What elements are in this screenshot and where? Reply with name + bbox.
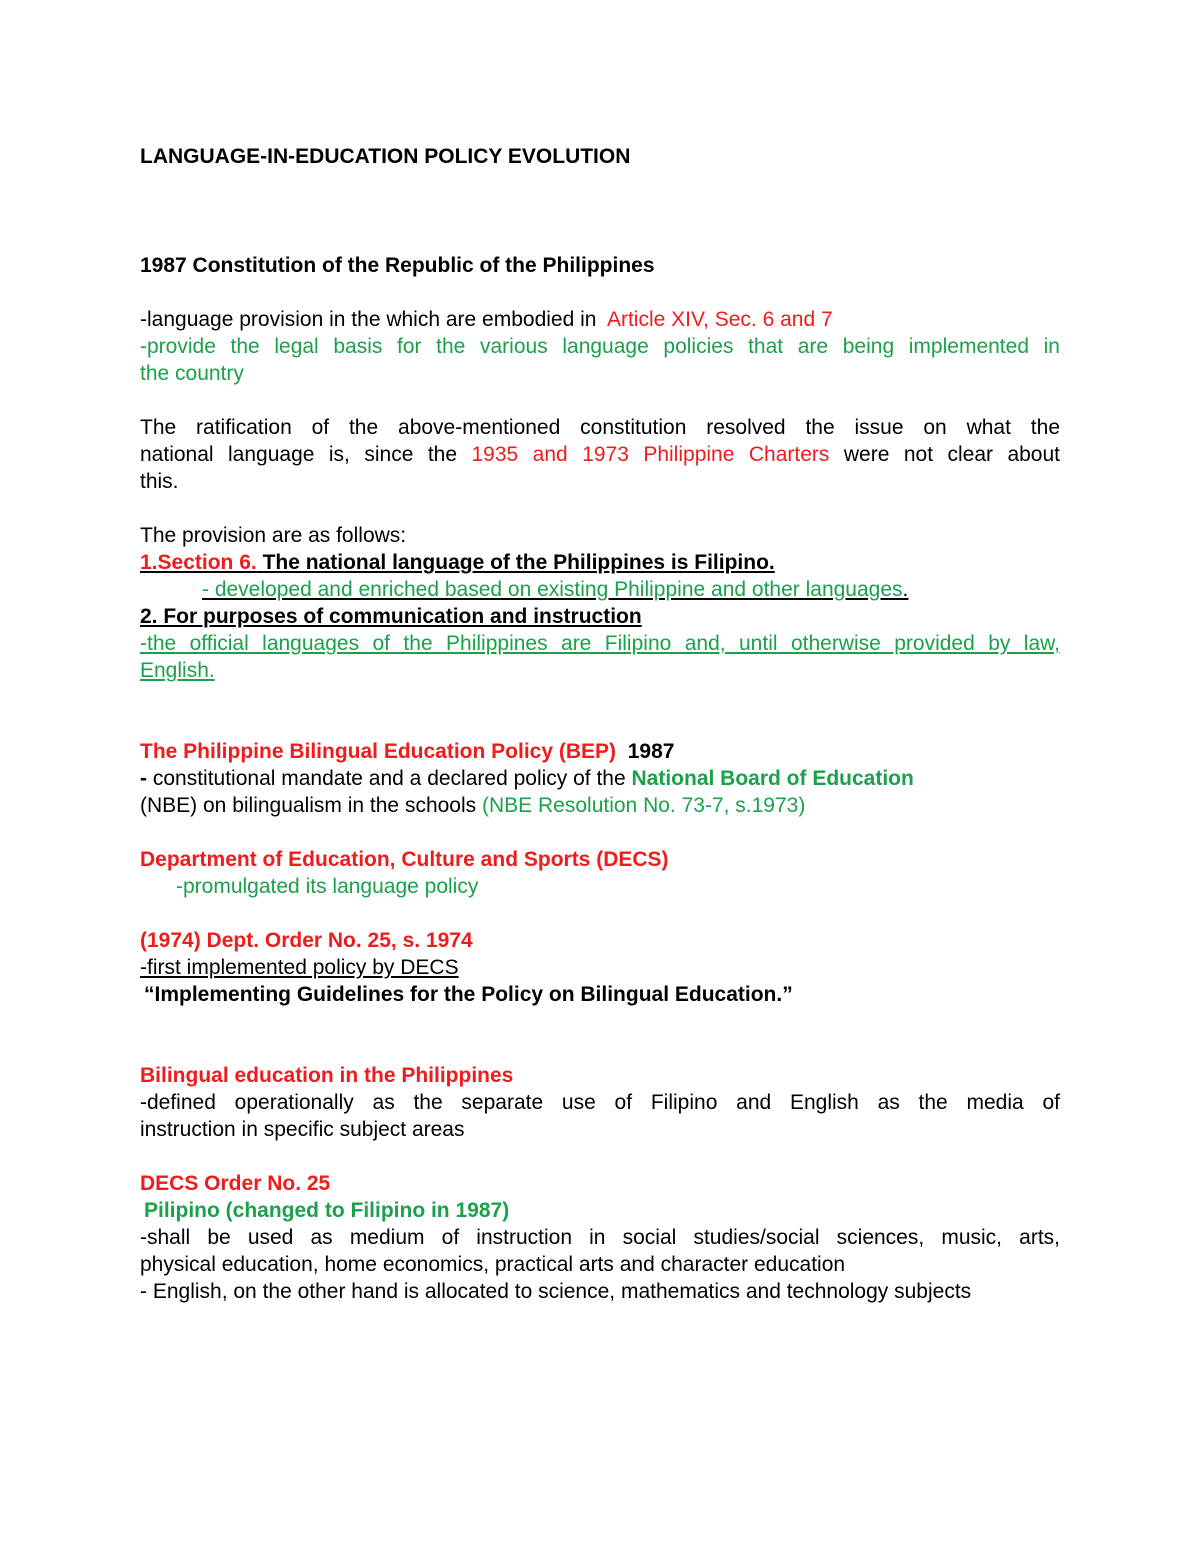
ratification-line-2: [140, 441, 1060, 468]
decs-note: -promulgated its language policy: [176, 875, 479, 898]
bep-mandate-text: constitutional mandate and a declared policy of the: [152, 767, 626, 790]
bep-line-1: [140, 765, 914, 792]
decs-order-heading: DECS Order No. 25: [140, 1172, 331, 1195]
order-1974-quote: “Implementing Guidelines for the Policy on Bilingual Education.”: [144, 983, 793, 1006]
bep-dash: -: [140, 767, 147, 790]
section-7-line-1: -the official languages of the Philippines are Filipino and, until otherwise provided by law,: [140, 632, 1060, 655]
bep-title: The Philippine Bilingual Education Policy (BEP): [140, 740, 617, 763]
bep-bilingualism-text: (NBE) on bilingualism in the schools: [140, 794, 477, 817]
section-6-text: The national language of the Philippines is Filipino.: [262, 551, 775, 574]
constitution-heading: 1987 Constitution of the Republic of the Philippines: [140, 254, 655, 277]
provision-prefix: -language provision in the which are embodied in: [140, 308, 597, 331]
bep-line-2: [140, 792, 805, 819]
constitution-provision: [140, 306, 833, 333]
bep-heading: [140, 738, 674, 765]
section-7-line-2: English.: [140, 659, 215, 682]
legal-basis-line-2: the country: [140, 362, 244, 385]
bilingual-ed-heading: Bilingual education in the Philippines: [140, 1064, 514, 1087]
nbe-name: National Board of Education: [631, 767, 914, 790]
ratification-prefix: national language is, since the: [140, 443, 458, 466]
decs-order-line-3: - English, on the other hand is allocated to science, mathematics and technology subjects: [140, 1280, 972, 1303]
section-6-note: [202, 576, 908, 603]
charters-reference: 1935 and 1973 Philippine Charters: [471, 443, 830, 466]
provisions-intro: The provision are as follows:: [140, 524, 407, 547]
section-7-heading: 2. For purposes of communication and instruction: [140, 605, 642, 628]
section-6-note-text: - developed and enriched based on existing Philippine and other languages: [202, 578, 903, 601]
article-reference: Article XIV, Sec. 6 and 7: [606, 308, 833, 331]
ratification-suffix: were not clear about: [843, 443, 1061, 466]
decs-order-line-2: physical education, home economics, practical arts and character education: [140, 1253, 846, 1276]
nbe-resolution: (NBE Resolution No. 73-7, s.1973): [482, 794, 806, 817]
section-6-note-end: .: [902, 578, 909, 601]
order-1974-note: -first implemented policy by DECS: [140, 956, 459, 979]
bilingual-ed-line-1: -defined operationally as the separate use of Filipino and English as the media of: [140, 1091, 1060, 1114]
section-6-line: [140, 549, 775, 576]
ratification-line-1: The ratification of the above-mentioned constitution resolved the issue on what the: [140, 416, 1060, 439]
order-1974-heading: (1974) Dept. Order No. 25, s. 1974: [140, 929, 473, 952]
section-6-label: 1.Section 6.: [140, 551, 257, 574]
decs-order-line-1: -shall be used as medium of instruction in social studies/social sciences, music, arts,: [140, 1226, 1060, 1249]
bep-year: 1987: [627, 740, 675, 763]
ratification-line-3: this.: [140, 470, 179, 493]
document-title: LANGUAGE-IN-EDUCATION POLICY EVOLUTION: [140, 145, 631, 168]
decs-order-subheading: Pilipino (changed to Filipino in 1987): [144, 1199, 510, 1222]
legal-basis-line-1: -provide the legal basis for the various language policies that are being implemented in: [140, 335, 1060, 358]
decs-heading: Department of Education, Culture and Sports (DECS): [140, 848, 669, 871]
bilingual-ed-line-2: instruction in specific subject areas: [140, 1118, 465, 1141]
